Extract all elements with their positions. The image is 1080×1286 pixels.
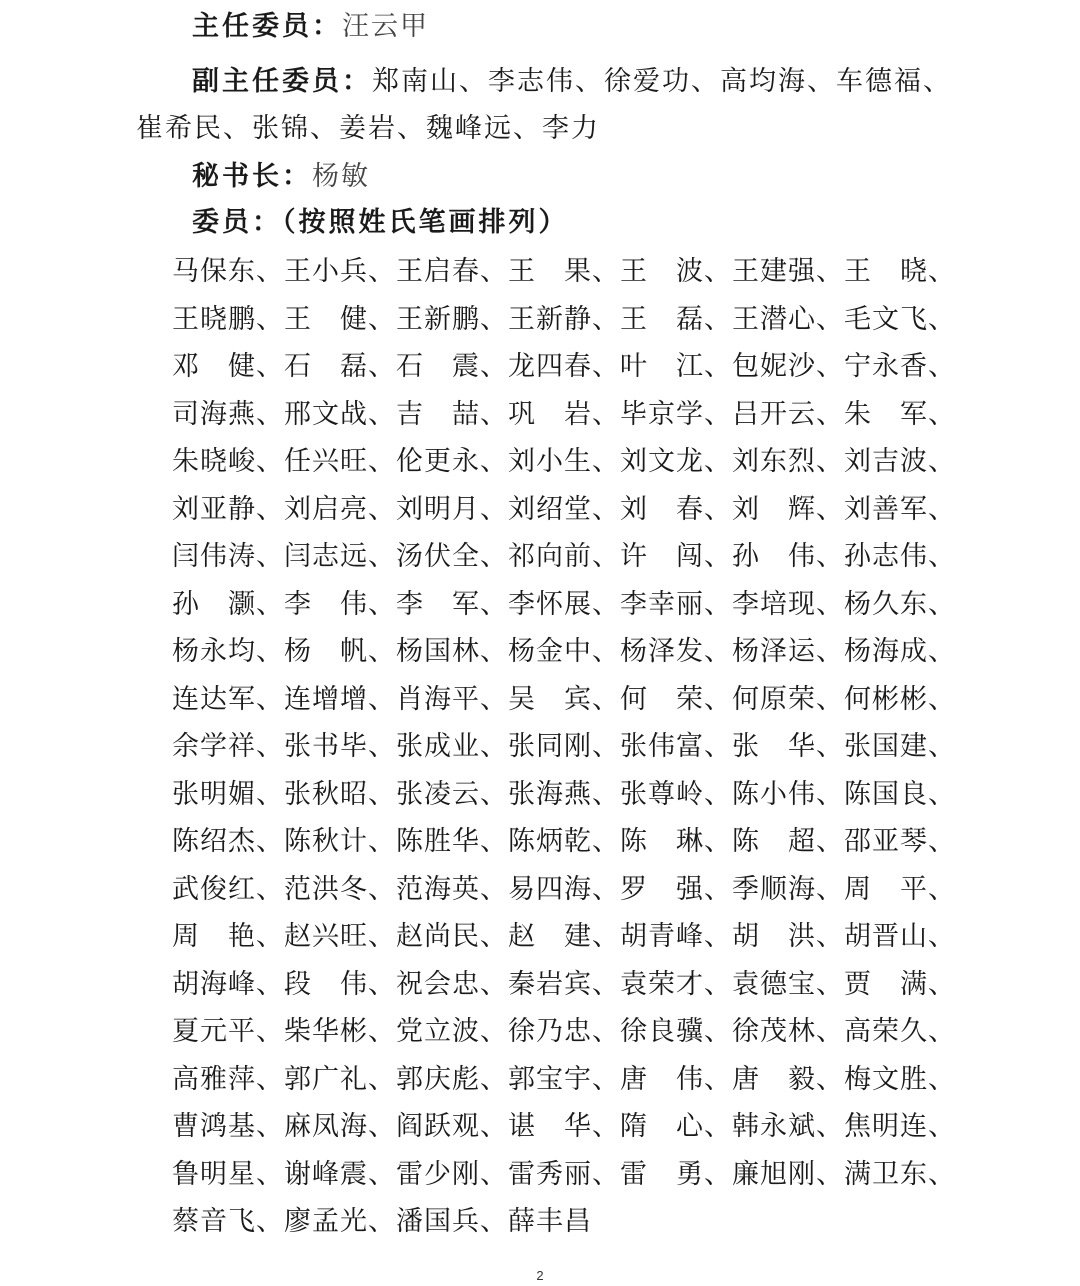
members-row: 张明媚、张秋昭、张凌云、张海燕、张尊岭、陈小伟、陈国良、 [172, 778, 956, 810]
members-row: 蔡音飞、廖孟光、潘国兵、薛丰昌 [172, 1206, 592, 1237]
vice-chairs-line-1 [192, 65, 952, 99]
page-number: 2 [536, 1268, 544, 1283]
members-row: 闫伟涛、闫志远、汤伏全、祁向前、许 闯、孙 伟、孙志伟、 [172, 541, 956, 572]
chair-name: 汪云甲 [342, 11, 429, 42]
secretary-label: 秘书长： [192, 161, 312, 192]
vice-chairs-names-2: 崔希民、张锦、姜岩、魏峰远、李力 [136, 113, 600, 144]
secretary-name: 杨敏 [312, 161, 370, 192]
members-row: 马保东、王小兵、王启春、王 果、王 波、王建强、王 晓、 [172, 256, 956, 287]
members-title: 委员：（按照姓氏笔画排列） [192, 207, 569, 238]
members-row: 刘亚静、刘启亮、刘明月、刘绍堂、刘 春、刘 辉、刘善军、 [172, 493, 956, 525]
chair-line [192, 10, 429, 44]
members-row: 王晓鹏、王 健、王新鹏、王新静、王 磊、王潜心、毛文飞、 [172, 303, 956, 335]
members-row: 周 艳、赵兴旺、赵尚民、赵 建、胡青峰、胡 洪、胡晋山、 [172, 921, 956, 952]
members-row: 武俊红、范洪冬、范海英、易四海、罗 强、季顺海、周 平、 [172, 873, 956, 905]
members-row: 曹鸿基、麻凤海、阎跃观、谌 华、隋 心、韩永斌、焦明连、 [172, 1111, 956, 1142]
secretary-line [192, 160, 370, 194]
members-row: 杨永均、杨 帆、杨国林、杨金中、杨泽发、杨泽运、杨海成、 [172, 636, 956, 667]
members-row: 连达军、连增增、肖海平、吴 宾、何 荣、何原荣、何彬彬、 [172, 683, 956, 715]
vice-chairs-label: 副主任委员： [192, 66, 372, 97]
members-list [172, 253, 956, 1251]
members-row: 余学祥、张书毕、张成业、张同刚、张伟富、张 华、张国建、 [172, 731, 956, 762]
members-row: 高雅萍、郭广礼、郭庆彪、郭宝宇、唐 伟、唐 毅、梅文胜、 [172, 1063, 956, 1095]
members-row: 孙 灏、李 伟、李 军、李怀展、李幸丽、李培现、杨久东、 [172, 588, 956, 620]
vice-chairs-line-2 [136, 112, 600, 146]
chair-label: 主任委员： [192, 11, 342, 42]
members-row: 朱晓峻、任兴旺、伦更永、刘小生、刘文龙、刘东烈、刘吉波、 [172, 446, 956, 477]
members-row: 陈绍杰、陈秋计、陈胜华、陈炳乾、陈 琳、陈 超、邵亚琴、 [172, 826, 956, 857]
vice-chairs-names-1: 郑南山、李志伟、徐爱功、高均海、车德福、 [372, 66, 952, 97]
members-row: 夏元平、柴华彬、党立波、徐乃忠、徐良骥、徐茂林、高荣久、 [172, 1016, 956, 1047]
members-row: 鲁明星、谢峰震、雷少刚、雷秀丽、雷 勇、廉旭刚、满卫东、 [172, 1158, 956, 1190]
members-row: 邓 健、石 磊、石 震、龙四春、叶 江、包妮沙、宁永香、 [172, 351, 956, 382]
members-row: 胡海峰、段 伟、祝会忠、秦岩宾、袁荣才、袁德宝、贾 满、 [172, 968, 956, 1000]
members-row: 司海燕、邢文战、吉 喆、巩 岩、毕京学、吕开云、朱 军、 [172, 398, 956, 430]
